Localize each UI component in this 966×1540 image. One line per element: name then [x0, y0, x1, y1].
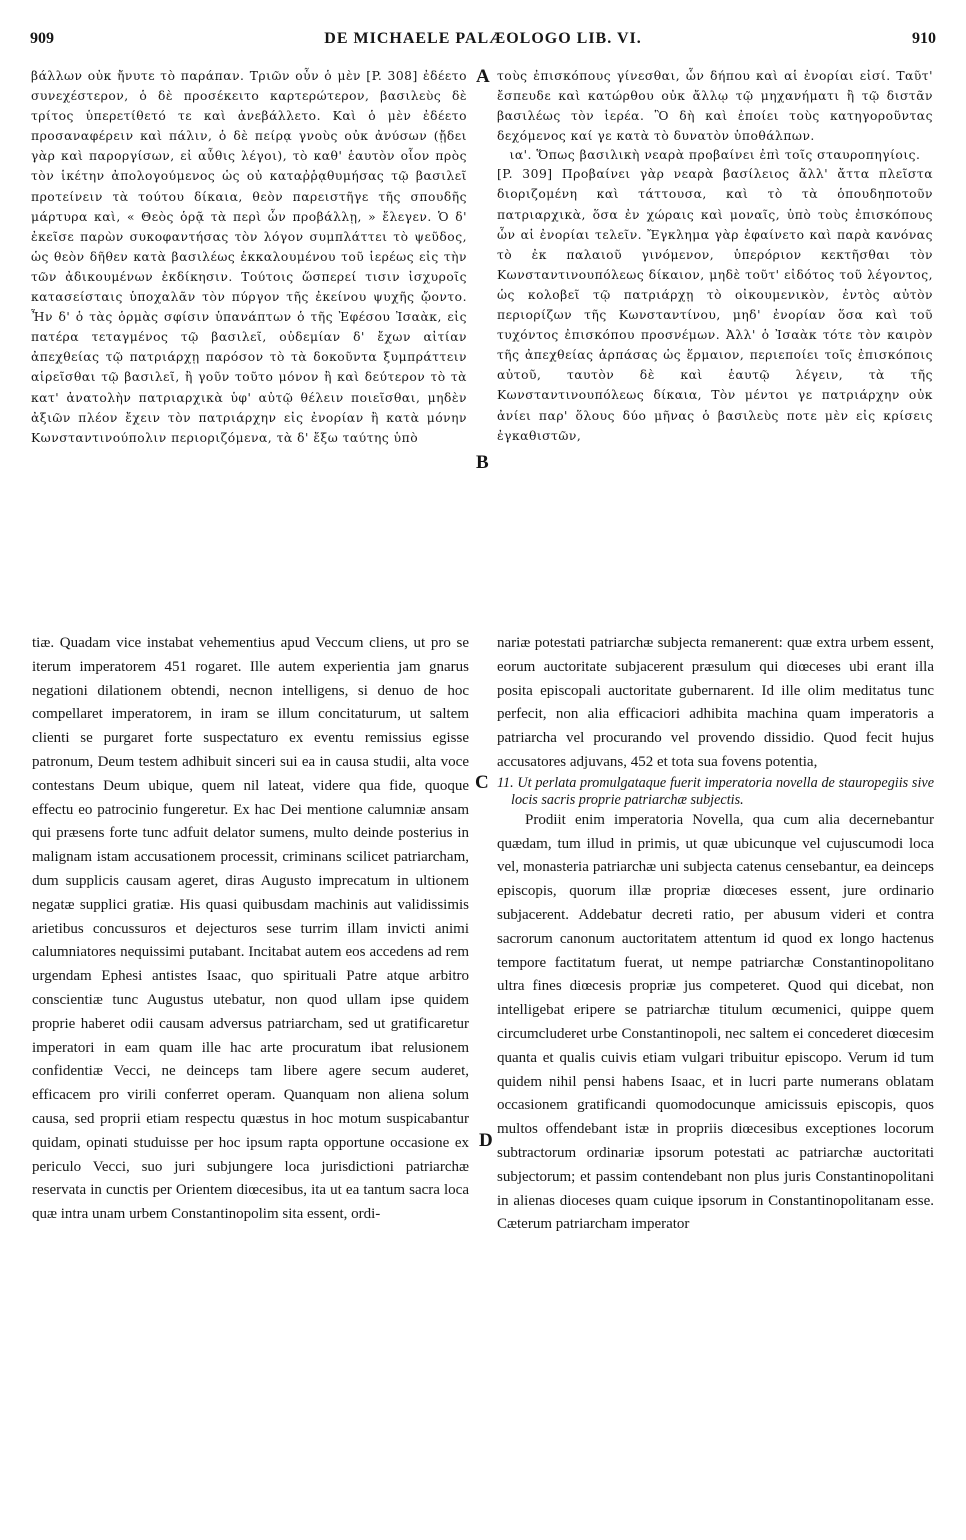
- running-title: DE MICHAELE PALÆOLOGO LIB. VI.: [324, 30, 642, 47]
- latin-section-heading: 11. Ut perlata promulgataque fuerit imperatoria novella de stauropegiis sive locis sacris proprie patriarchæ subjectis.: [497, 774, 934, 808]
- margin-letter-c: C: [475, 772, 489, 793]
- latin-column-left: [32, 632, 469, 1227]
- latin-column-right: [497, 632, 934, 1237]
- greek-column-right: [497, 66, 933, 446]
- page-number-left: 909: [30, 30, 54, 47]
- margin-letter-d: D: [479, 1130, 493, 1151]
- margin-letter-a: A: [476, 66, 490, 87]
- greek-column-left: [31, 66, 467, 448]
- page-header: [30, 30, 936, 52]
- greek-section-heading: ια'. Ὅπως βασιλικὴ νεαρὰ προβαίνει ἐπὶ τοῖς σταυροπηγίοις.: [509, 148, 921, 163]
- latin-paragraph: tiæ. Quadam vice instabat vehementius apud Veccum cliens, ut pro se iterum imperatorem 451 rogaret. Ille autem experientia jam gnarus negationi dilationem obtendi, necnon intelligens, si denuo de hoc compellaret imperatorem, in iram se illum concitaturum, ut saltem clienti se purgaret forte suspectaturo ex eventu remissius egisse patronum, Deum testem adhibuit sinceri sui ea in causa studii, alta voce contestans Deum ubique, quem nil lateat, videre qua fide, quoque effectu eo patrocinio fungeretur. Ex hac Dei mentione calumniæ ansam qui præsens forte tunc adfuit delator sumens, multo deinde posterius in malignam istam accusationem processit, criminans scilicet patriarcham, dum supplicis causam ageret, diras Augusto imprecatum in ultionem negatæ supplici gratiæ. His quasi quibusdam machinis aut validissimis arietibus concussuros et dejecturos sese turrim illam invicti animi calumniatores nequissimi putabant. Incitabat autem eos accedens ad rem urgendam Ephesi antistes Isaac, quo spirituali Patre atque arbitro conscientiæ tunc Augustus utebatur, non quod ullam ipse quidem proprie haberet odii causam adversus patriarcham, sed ut gratificaretur imperatori in eam quam ille hac arte procuratum ibat relusionem confidentiæ Vecci, ne deinceps tam libere agere secum auderet, efficacem pro virili conferret operam. Quanquam non aliena solum causa, sed proprii etiam respectu quæstus in hoc motum suspicabantur quidam, opinati studuisse per hoc ipsum rapta opportune occasione ex periculo Vecci, suo juri subjungere loca jurisdictioni patriarchæ reservata in cunctis per Orientem diœcesibus, ita ut ea tantum sacra loca quæ intra unam urbem Constantinopolim sita essent, ordi-: [32, 635, 469, 1223]
- latin-paragraph: Prodiit enim imperatoria Novella, qua cum alia decernebantur quædam, tum illud in primis, ut quæ ubicunque vel cujuscumodi loca vel, monasteria patriarchæ uni subjecta catenus censebantur, ea deinceps episcopis, quorum illæ propriæ diœceses essent, jure ordinario subjacerent. Addebatur decreti ratio, per abusum videri et contra sacrorum canonum auctoritatem attentum id quod ex longo hactenus tempore factitatum fuerat, ut nempe patriarchæ Constantinopolitano ultra fines diœcesis propriæ jus competeret. Quod qui dicebat, non intelligebat eripere se patriarchæ titulum œcumenici, quippe quem circumcluderet urbe Constantinopoli, nec saltem ei concederet diœcesim quanta et qualis cuivis etiam vulgari tribuitur episcopo. Verum id tum quidem nihil pensi habens Isaac, et in lucri parte numerans oblatam occasionem gratificandi quomodocunque amicissuis episcopis, quos multos offendebant istæ in propriis diœcesibus exceptiones locorum subtractorum ordinariæ ipsorum potestati ac patriarchæ auctoritati subjectorum; et passim contendebant non plus juris Constantinopolitani in alienas dioceses quam cuique ipsorum in Constantinopolitanam esse. Cæterum patriarcham imperator: [497, 811, 934, 1233]
- greek-paragraph: τοὺς ἐπισκόπους γίνεσθαι, ὧν δήπου καὶ αἱ ἐνορίαι εἰσί. Ταῦτ' ἔσπευδε καὶ κατώρθου οὐκ ἄλλῳ τῷ μηχανήματι ἢ τῷ διστᾶν βασιλέως τὸν ἱερέα. Ὃ δὴ καὶ ἐποίει τοὺς κατηγοροῦντας δεχόμενος καί γε κατὰ τὸ δυνατὸν ὑποθάλπων.: [497, 69, 933, 144]
- latin-paragraph: nariæ potestati patriarchæ subjecta remanerent: quæ extra urbem essent, eorum auctoritate subjacerent præsulum qui diœceses ubi erant illa posita episcopali auctoritate gubernarent. Id ille olim meditatus tunc perfecit, non alia efficaciori adhibita machina quam imperatoris a patriarcha vel procurando vel provendo dissidio. Quod fecit hujus accusatores adjuvans, 452 et tota sua fovens potentia,: [497, 635, 934, 770]
- margin-letter-b: B: [476, 452, 489, 473]
- greek-paragraph: βάλλων οὐκ ἤνυτε τὸ παράπαν. Τριῶν οὖν ὁ μὲν [P. 308] ἐδέετο συνεχέστερον, ὁ δὲ προσέκειτο καρτερώτερον, βασιλεὺς δὲ τρίτος ὑπερετίθετό τε καὶ ἀνεβάλλετο. Καὶ ὁ μὲν ἐδέετο προσαναφέρειν καὶ πάλιν, ὁ δὲ πείρᾳ γνοὺς οὐκ ἀνύσων (ᾔδει γὰρ καὶ παροργίσων, εἰ αὖθις λέγοι), τὸ καθ' ἑαυτὸν οἷον πρὸς τὸν ἱκέτην ἀπολογούμενος ὡς οὐ καταῤῥᾳθυμήσας τῷ βασιλεῖ προτείνειν τὰ τούτου δίκαια, θεὸν παρειστῆγε τῆς σπουδῆς μάρτυρα καὶ, « Θεὸς ὁρᾷ τὰ περὶ ὧν προβάλλῃ, » ἔλεγεν. Ὁ δ' ἐκεῖσε παρὼν συκοφαντήσας τὸν λόγον συμπλάττει τὸ ψεῦδος, ὡς θεὸν δῆθεν κατὰ βασιλέως ἐκκαλουμένου τοῦ ἱερέως εἰς τὴν τῶν ἀδικουμένων ἐκδίκησιν. Τούτοις ὥσπερεί τισιν ἰσχυροῖς κατασείσταις ὑποχαλᾶν τὸν πύργον τῆς ἐκείνου ψυχῆς ᾤοντο. Ἦν δ' ὁ τὰς ὁρμὰς σφίσιν ὑπανάπτων ὁ τῆς Ἐφέσου Ἰσαὰκ, εἰς πατέρα τεταγμένος τῷ βασιλεῖ, οὐδεμίαν δ' ἔχων αἰτίαν ἀπεχθείας τῷ πατριάρχῃ παρόσον τὸ τὰ δοκοῦντα ξυμπράττειν αἱρεῖσθαι τῷ βασιλεῖ, ἢ γοῦν τοῦτο μόνον ἢ καὶ δεύτερον τὸ τὰ κατ' ἀνατολὴν πατριαρχικὰ ὑφ' αὐτῷ θέλειν ποιεῖσθαι, μηδὲν ἀξιῶν πλέον ἔχειν τὸν πατριάρχην εἰς ἐνορίαν ἢ κατὰ μόνην Κωνσταντινούπολιν περιοριζόμενα, τὰ δ' ἔξω ταύτης ὑπὸ: [31, 69, 467, 445]
- page-number-right: 910: [912, 30, 936, 47]
- greek-paragraph: [P. 309] Προβαίνει γὰρ νεαρὰ βασίλειος ἄλλ' ἄττα πλεῖστα διοριζομένη καὶ τάττουσα, καὶ τὸ τὰ ὁπουδηποτοῦν πατριαρχικὰ, ὅσα ἐν χώραις καὶ μοναῖς, ὑπὸ τοὺς ἐπισκόπους ὧν αἱ ἐνορίαι τελεῖν. Ἔγκλημα γὰρ ἐφαίνετο καὶ παρὰ κανόνας τὸ ἐκ παλαιοῦ γινόμενον, ὑπερόριον κεκτῆσθαι τὸν Κωνσταντινουπόλεως δίκαιον, μηδὲ τοῦτ' εἰδότος τοῦ λέγοντος, ὡς κολοβεῖ τῷ πατριάρχῃ τὸ οἰκουμενικὸν, ἐντὸς αὐτὸν περιορίζων τῆς Κωνσταντίνου, μηδ' ἐνορίαν ὅσα καὶ τοῦ τυχόντος ἐπισκόπου προσνέμων. Ἀλλ' ὁ Ἰσαὰκ τότε τὸν καιρὸν τῆς ἀπεχθείας ἁρπάσας ὡς ἕρμαιον, περιεποίει τοῖς ἐπισκόποις αὐτοῦ, ταυτὸν δὲ καὶ ἑαυτῷ λέγειν, τὰ τῆς Κωνσταντινουπόλεως δίκαια, Τὸν μέντοι γε πατριάρχην οὐκ ἀνίει παρ' ὅλους δύο μῆνας ὁ βασιλεὺς ποτε μὲν εἰς κρίσεις ἐγκαθιστῶν,: [497, 167, 933, 443]
